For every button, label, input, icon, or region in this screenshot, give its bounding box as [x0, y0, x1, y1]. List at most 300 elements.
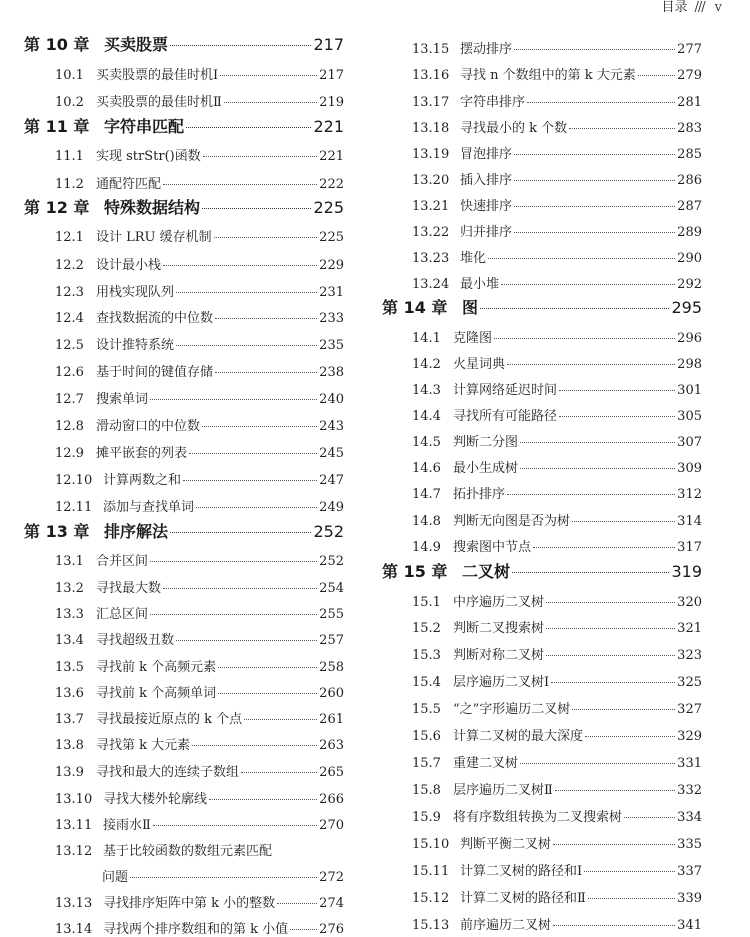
page-number: 221	[313, 117, 344, 136]
section-number: 13.14	[55, 922, 93, 937]
section-title: 滑动窗口的中位数	[96, 419, 201, 434]
section-number: 15.10	[412, 837, 450, 852]
section-number: 11.1	[55, 149, 84, 164]
page-number: 233	[319, 311, 344, 326]
page-number: 321	[677, 621, 702, 636]
section-entry	[382, 914, 702, 933]
section-title: 寻找最小的 k 个数	[460, 121, 568, 136]
section-number: 14.6	[412, 461, 441, 476]
section-number: 13.9	[55, 765, 84, 780]
dot-leader	[480, 308, 669, 309]
section-entry	[382, 431, 702, 450]
section-number: 13.21	[412, 199, 450, 214]
section-entry	[382, 221, 702, 240]
dot-leader	[183, 480, 317, 481]
section-number: 15.2	[412, 621, 441, 636]
chapter-number: 第 12 章	[24, 198, 90, 217]
section-title: 合并区间	[96, 554, 149, 569]
dot-leader	[186, 127, 311, 128]
section-number: 15.13	[412, 918, 450, 933]
section-number: 14.2	[412, 357, 441, 372]
section-number: 13.3	[55, 607, 84, 622]
section-title: 寻找前 k 个高频单词	[96, 686, 217, 701]
section-entry	[24, 442, 344, 461]
page-number: 323	[677, 648, 702, 663]
page-number: 283	[677, 121, 702, 136]
chapter-number: 第 14 章	[382, 298, 448, 317]
section-title: 基于比较函数的数组元素匹配	[103, 844, 273, 859]
page-number: 258	[319, 660, 344, 675]
section-title: 添加与查找单词	[103, 500, 195, 515]
dot-leader	[555, 790, 675, 791]
dot-leader	[514, 206, 675, 207]
section-title: 寻找两个排序数组和的第 k 小值	[103, 922, 289, 937]
dot-leader	[624, 817, 675, 818]
page-number: 320	[677, 595, 702, 610]
section-title: 查找数据流的中位数	[96, 311, 214, 326]
page-number: 292	[677, 277, 702, 292]
chapter-entry	[24, 114, 344, 137]
dot-leader	[572, 709, 675, 710]
dot-leader	[176, 292, 317, 293]
dot-leader	[588, 898, 675, 899]
dot-leader	[520, 468, 675, 469]
page-number: 245	[319, 446, 344, 461]
dot-leader	[170, 45, 311, 46]
section-entry	[24, 550, 344, 569]
section-entry	[382, 195, 702, 214]
section-title: 设计 LRU 缓存机制	[96, 230, 212, 245]
page-number: 255	[319, 607, 344, 622]
dot-leader	[220, 75, 317, 76]
dot-leader	[546, 655, 675, 656]
section-number: 13.23	[412, 251, 450, 266]
section-title: 寻找和最大的连续子数组	[96, 765, 240, 780]
page-number: 222	[319, 177, 344, 192]
chapter-number: 第 10 章	[24, 35, 90, 54]
section-title: 搜索单词	[96, 392, 149, 407]
section-entry	[382, 644, 702, 663]
section-number: 13.8	[55, 738, 84, 753]
section-number: 12.10	[55, 473, 93, 488]
section-entry	[24, 577, 344, 596]
dot-leader	[202, 426, 317, 427]
page-number: 281	[677, 95, 702, 110]
dot-leader	[209, 799, 317, 800]
section-number: 10.1	[55, 68, 84, 83]
section-entry	[382, 38, 702, 57]
page-number: 305	[677, 409, 702, 424]
section-entry	[382, 779, 702, 798]
dot-leader	[150, 399, 317, 400]
page-number: 263	[319, 738, 344, 753]
section-entry	[24, 91, 344, 110]
section-title: 买卖股票的最佳时机Ⅰ	[96, 68, 219, 83]
page-number: 257	[319, 633, 344, 648]
section-entry	[382, 405, 702, 424]
page-number: 287	[677, 199, 702, 214]
section-number: 13.6	[55, 686, 84, 701]
dot-leader	[501, 284, 675, 285]
section-title: 汇总区间	[96, 607, 149, 622]
section-entry	[24, 734, 344, 753]
section-number: 14.1	[412, 331, 441, 346]
section-title: 寻找超级丑数	[96, 633, 175, 648]
page-number: 252	[319, 554, 344, 569]
dot-leader	[189, 453, 317, 454]
page-number: 274	[319, 896, 344, 911]
section-entry	[24, 64, 344, 83]
section-title: 寻找最大数	[96, 581, 162, 596]
section-entry	[382, 887, 702, 906]
dot-leader	[527, 102, 675, 103]
page-number: 238	[319, 365, 344, 380]
chapter-number: 第 15 章	[382, 562, 448, 581]
section-title: 计算两数之和	[103, 473, 182, 488]
section-entry	[382, 143, 702, 162]
page-number: 229	[319, 258, 344, 273]
section-title: 买卖股票的最佳时机Ⅱ	[96, 95, 222, 110]
dot-leader	[218, 667, 317, 668]
section-entry	[382, 591, 702, 610]
section-title: 寻找 n 个数组中的第 k 大元素	[460, 68, 636, 83]
section-entry	[24, 254, 344, 273]
section-title: 计算二叉树的路径和Ⅱ	[460, 891, 586, 906]
dot-leader	[218, 693, 317, 694]
page-number: 296	[677, 331, 702, 346]
dot-leader	[584, 871, 675, 872]
header-marks: ///	[694, 0, 705, 15]
section-number: 13.1	[55, 554, 84, 569]
dot-leader	[170, 532, 311, 533]
section-number: 14.8	[412, 514, 441, 529]
section-entry	[24, 469, 344, 488]
section-number: 15.3	[412, 648, 441, 663]
dot-leader	[559, 416, 675, 417]
section-number: 12.2	[55, 258, 84, 273]
section-entry	[24, 629, 344, 648]
header-page-number: v	[714, 0, 722, 15]
section-entry	[382, 483, 702, 502]
page-number: 295	[671, 298, 702, 317]
page-number: 339	[677, 891, 702, 906]
section-entry	[24, 814, 344, 833]
section-entry	[24, 892, 344, 911]
page-number: 290	[677, 251, 702, 266]
section-entry	[382, 64, 702, 83]
page-number: 221	[319, 149, 344, 164]
section-title: 拓扑排序	[453, 487, 506, 502]
dot-leader	[277, 903, 317, 904]
section-number: 13.12	[55, 844, 93, 859]
chapter-number: 第 13 章	[24, 522, 90, 541]
section-title: 搜索图中节点	[453, 540, 532, 555]
section-title: 字符串排序	[460, 95, 526, 110]
dot-leader	[638, 75, 675, 76]
page-number: 254	[319, 581, 344, 596]
section-entry	[382, 247, 702, 266]
page-number: 235	[319, 338, 344, 353]
running-header	[661, 0, 722, 16]
page-number: 225	[313, 198, 344, 217]
section-number: 14.7	[412, 487, 441, 502]
section-title: 通配符匹配	[96, 177, 162, 192]
section-title: 寻找前 k 个高频元素	[96, 660, 217, 675]
section-entry	[24, 361, 344, 380]
section-title: 计算二叉树的最大深度	[453, 729, 584, 744]
dot-leader	[514, 180, 675, 181]
section-title: “之”字形遍历二叉树	[453, 702, 571, 717]
section-number: 15.7	[412, 756, 441, 771]
section-number: 13.22	[412, 225, 450, 240]
section-title: 摊平嵌套的列表	[96, 446, 188, 461]
section-title: 归并排序	[460, 225, 513, 240]
section-title: 判断二叉搜索树	[453, 621, 545, 636]
section-entry	[382, 698, 702, 717]
dot-leader	[533, 547, 675, 548]
section-title: 判断无向图是否为树	[453, 514, 571, 529]
dot-leader	[512, 572, 669, 573]
dot-leader	[215, 372, 317, 373]
section-entry	[24, 388, 344, 407]
page-number: 225	[319, 230, 344, 245]
section-title: 最小生成树	[453, 461, 519, 476]
section-entry	[24, 656, 344, 675]
page-number: 240	[319, 392, 344, 407]
section-number: 13.11	[55, 818, 93, 833]
page-number: 219	[319, 95, 344, 110]
section-title: 计算网络延迟时间	[453, 383, 558, 398]
dot-leader	[150, 614, 317, 615]
dot-leader	[572, 521, 675, 522]
page-number: 252	[313, 522, 344, 541]
section-number: 15.6	[412, 729, 441, 744]
section-entry	[382, 327, 702, 346]
page-number: 260	[319, 686, 344, 701]
section-title: 火星词典	[453, 357, 506, 372]
page-number: 325	[677, 675, 702, 690]
section-number: 15.4	[412, 675, 441, 690]
section-title: 层序遍历二叉树Ⅱ	[453, 783, 553, 798]
dot-leader	[176, 640, 317, 641]
section-title: 摆动排序	[460, 42, 513, 57]
page-number: 266	[319, 792, 344, 807]
section-title: 计算二叉树的路径和Ⅰ	[460, 864, 583, 879]
section-number: 13.2	[55, 581, 84, 596]
section-title: 重建二叉树	[453, 756, 519, 771]
page-number: 341	[677, 918, 702, 933]
dot-leader	[507, 364, 675, 365]
section-number: 10.2	[55, 95, 84, 110]
section-entry	[382, 379, 702, 398]
section-entry	[382, 117, 702, 136]
section-number: 12.3	[55, 285, 84, 300]
section-title: 实现 strStr()函数	[96, 149, 201, 164]
page-number: 261	[319, 712, 344, 727]
page-number: 243	[319, 419, 344, 434]
page-number: 277	[677, 42, 702, 57]
section-title: 基于时间的键值存储	[96, 365, 214, 380]
dot-leader	[551, 682, 675, 683]
page-number: 319	[671, 562, 702, 581]
section-entry	[382, 353, 702, 372]
section-entry	[382, 273, 702, 292]
section-title: 插入排序	[460, 173, 513, 188]
section-number: 13.5	[55, 660, 84, 675]
dot-leader	[196, 507, 317, 508]
dot-leader	[585, 736, 675, 737]
section-number: 13.17	[412, 95, 450, 110]
section-entry	[382, 617, 702, 636]
section-number: 11.2	[55, 177, 84, 192]
section-number: 14.5	[412, 435, 441, 450]
chapter-title: 特殊数据结构	[104, 198, 201, 217]
section-title: 判断平衡二叉树	[460, 837, 552, 852]
chapter-title: 二叉树	[462, 562, 511, 581]
page-number: 247	[319, 473, 344, 488]
section-title-continued: 问题	[102, 870, 129, 885]
dot-leader	[244, 719, 317, 720]
page-number: 276	[319, 922, 344, 937]
section-entry	[382, 457, 702, 476]
section-title: 寻找排序矩阵中第 k 小的整数	[103, 896, 276, 911]
dot-leader	[241, 772, 317, 773]
chapter-entry	[382, 295, 702, 318]
header-section: 目录	[661, 0, 688, 15]
section-title: 寻找最接近原点的 k 个点	[96, 712, 243, 727]
section-number: 13.16	[412, 68, 450, 83]
section-number: 13.13	[55, 896, 93, 911]
section-entry	[382, 169, 702, 188]
section-title: 寻找大楼外轮廓线	[103, 792, 208, 807]
section-number: 12.7	[55, 392, 84, 407]
section-title: 将有序数组转换为二叉搜索树	[453, 810, 623, 825]
section-entry	[382, 536, 702, 555]
page-number: 270	[319, 818, 344, 833]
section-entry	[382, 510, 702, 529]
dot-leader	[163, 184, 317, 185]
chapter-entry	[24, 195, 344, 218]
section-entry	[24, 334, 344, 353]
section-title: 用栈实现队列	[96, 285, 175, 300]
section-number: 13.18	[412, 121, 450, 136]
dot-leader	[546, 602, 675, 603]
section-entry	[382, 860, 702, 879]
section-number: 15.11	[412, 864, 450, 879]
section-number: 12.8	[55, 419, 84, 434]
section-number: 13.10	[55, 792, 93, 807]
section-entry	[24, 840, 344, 859]
dot-leader	[290, 929, 317, 930]
page-number: 231	[319, 285, 344, 300]
chapter-title: 排序解法	[104, 522, 169, 541]
dot-leader	[150, 561, 317, 562]
dot-leader	[224, 102, 317, 103]
section-entry	[24, 226, 344, 245]
section-number: 15.1	[412, 595, 441, 610]
page-number: 314	[677, 514, 702, 529]
dot-leader	[494, 338, 675, 339]
page-number: 312	[677, 487, 702, 502]
page-number: 285	[677, 147, 702, 162]
section-number: 13.19	[412, 147, 450, 162]
section-number: 12.6	[55, 365, 84, 380]
section-entry	[24, 788, 344, 807]
dot-leader	[553, 844, 675, 845]
dot-leader	[130, 877, 317, 878]
section-entry	[24, 603, 344, 622]
dot-leader	[553, 925, 675, 926]
section-title: 接雨水Ⅱ	[103, 818, 151, 833]
page-number: 279	[677, 68, 702, 83]
section-entry	[24, 307, 344, 326]
section-title: 设计最小栈	[96, 258, 162, 273]
section-title: 判断对称二叉树	[453, 648, 545, 663]
section-title: 设计推特系统	[96, 338, 175, 353]
page-number: 327	[677, 702, 702, 717]
chapter-entry	[382, 559, 702, 582]
section-number: 13.24	[412, 277, 450, 292]
section-title: 快速排序	[460, 199, 513, 214]
section-number: 15.8	[412, 783, 441, 798]
section-entry	[382, 833, 702, 852]
section-title: 堆化	[460, 251, 487, 266]
section-number: 13.4	[55, 633, 84, 648]
page-number: 334	[677, 810, 702, 825]
section-entry	[382, 806, 702, 825]
section-entry	[24, 496, 344, 515]
chapter-title: 买卖股票	[104, 35, 169, 54]
section-title: 中序遍历二叉树	[453, 595, 545, 610]
dot-leader	[507, 494, 675, 495]
section-entry	[24, 761, 344, 780]
section-number: 15.9	[412, 810, 441, 825]
dot-leader	[520, 763, 675, 764]
page-number: 249	[319, 500, 344, 515]
dot-leader	[215, 318, 317, 319]
section-number: 13.20	[412, 173, 450, 188]
page-number: 309	[677, 461, 702, 476]
section-number: 12.1	[55, 230, 84, 245]
section-number: 12.11	[55, 500, 93, 515]
dot-leader	[203, 156, 317, 157]
section-title: 最小堆	[460, 277, 500, 292]
dot-leader	[514, 154, 675, 155]
section-title: 寻找第 k 大元素	[96, 738, 191, 753]
page-number: 337	[677, 864, 702, 879]
page-number: 332	[677, 783, 702, 798]
section-entry	[24, 281, 344, 300]
dot-leader	[214, 237, 318, 238]
section-entry	[24, 145, 344, 164]
page-number: 307	[677, 435, 702, 450]
section-title: 冒泡排序	[460, 147, 513, 162]
dot-leader	[163, 588, 317, 589]
section-number: 12.5	[55, 338, 84, 353]
page-number: 329	[677, 729, 702, 744]
chapter-number: 第 11 章	[24, 117, 90, 136]
dot-leader	[546, 628, 675, 629]
page-number: 286	[677, 173, 702, 188]
dot-leader	[153, 825, 317, 826]
section-number: 13.15	[412, 42, 450, 57]
dot-leader	[559, 390, 675, 391]
page-number: 301	[677, 383, 702, 398]
page-number: 317	[677, 540, 702, 555]
chapter-entry	[24, 519, 344, 542]
chapter-entry	[24, 32, 344, 55]
section-entry	[24, 173, 344, 192]
